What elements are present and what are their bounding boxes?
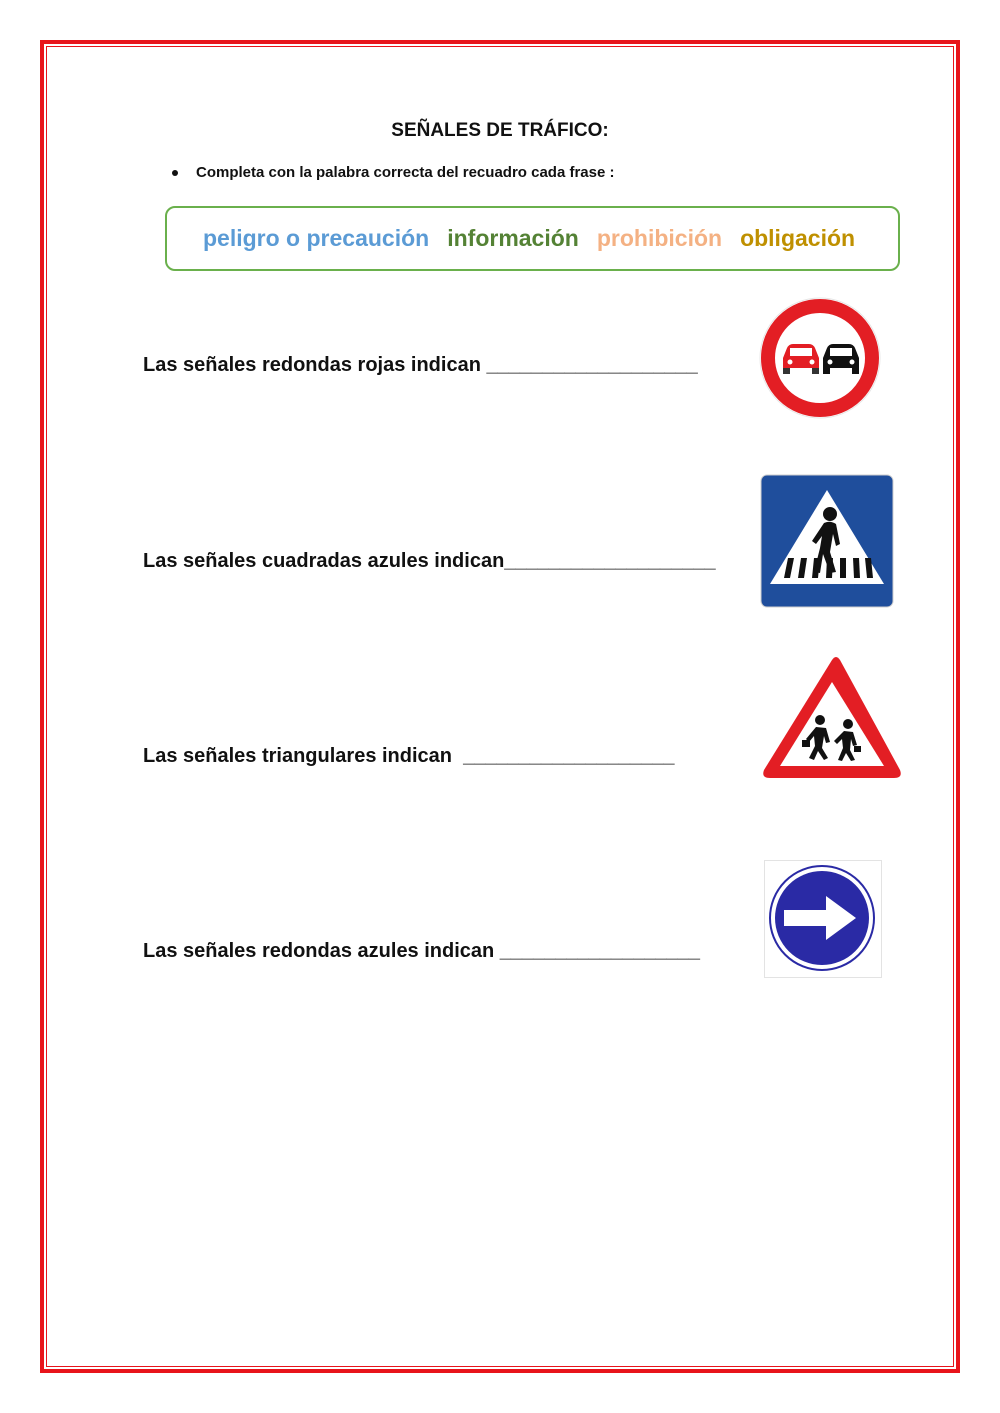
sentence-3[interactable]: Las señales triangulares indican ___________________ [143,745,675,767]
instruction [172,164,615,181]
mandatory-direction-right-sign-icon [764,860,882,978]
no-overtaking-sign-icon [755,296,885,422]
word-bank-item[interactable]: prohibición [596,225,723,251]
word-bank-item[interactable]: peligro o precaución [203,225,430,251]
word-bank-item[interactable]: obligación [740,225,856,251]
pedestrian-crossing-sign-icon [760,474,894,608]
bullet-icon [172,170,178,176]
page-title: SEÑALES DE TRÁFICO: [391,120,609,141]
children-crossing-warning-sign-icon [758,652,906,786]
word-bank-item[interactable]: información [447,225,579,251]
sentence-2[interactable]: Las señales cuadradas azules indican___________________ [143,550,716,572]
sentence-4[interactable]: Las señales redondas azules indican __________________ [143,940,701,962]
instruction-text: Completa con la palabra correcta del recuadro cada frase : [196,164,615,181]
sentence-1[interactable]: Las señales redondas rojas indican ___________________ [143,354,698,376]
word-bank-box [165,206,900,271]
